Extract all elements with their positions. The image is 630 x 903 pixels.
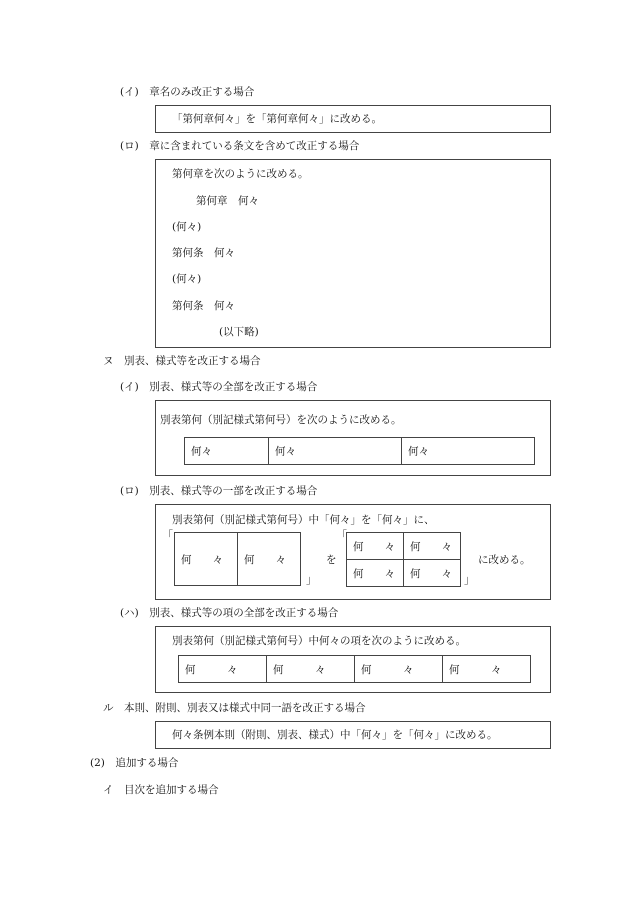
box-ru <box>155 721 551 749</box>
heading-nu-i: (イ) 別表、様式等の全部を改正する場合 <box>120 381 318 393</box>
box-i <box>155 105 551 133</box>
box-nu-ha <box>155 626 551 693</box>
table-cell: 何 々 <box>403 559 461 587</box>
table-cell: 何 々 <box>403 532 461 560</box>
heading-ro: (ロ) 章に含まれている条文を含めて改正する場合 <box>120 140 360 152</box>
table-cell: 何 々 <box>178 655 267 683</box>
box-i-text: 「第何章何々」を「第何章何々」に改める。 <box>172 113 382 125</box>
heading-nu: ヌ 別表、様式等を改正する場合 <box>103 355 261 367</box>
box-nu-i <box>155 400 551 476</box>
box-ro-line6: 第何条 何々 <box>172 300 235 312</box>
table-cell: 何 々 <box>346 559 404 587</box>
table-cell: 何 々 <box>346 532 404 560</box>
heading-ru: ル 本則、附則、別表又は様式中同一語を改正する場合 <box>103 702 366 714</box>
box-ro <box>155 159 551 348</box>
box-nu-i-text: 別表第何（別記様式第何号）を次のように改める。 <box>160 414 402 426</box>
table-cell: 何 々 <box>174 532 238 586</box>
table-cell: 何 々 <box>442 655 531 683</box>
table-cell: 何 々 <box>237 532 301 586</box>
close-bracket-right: 」 <box>464 573 475 586</box>
heading-i: (イ) 章名のみ改正する場合 <box>120 86 255 98</box>
heading-a: イ 目次を追加する場合 <box>103 784 219 796</box>
heading-nu-ro: (ロ) 別表、様式等の一部を改正する場合 <box>120 485 318 497</box>
table-cell: 何 々 <box>354 655 443 683</box>
open-bracket-right: 「 <box>336 529 347 542</box>
heading-nu-ha: (ハ) 別表、様式等の項の全部を改正する場合 <box>120 607 339 619</box>
box-ro-line4: 第何条 何々 <box>172 247 235 259</box>
table-cell: 何 々 <box>266 655 355 683</box>
particle-wo: を <box>326 554 337 566</box>
box-ru-text: 何々条例本則（附則、別表、様式）中「何々」を「何々」に改める。 <box>172 729 498 741</box>
heading-section-2: (2) 追加する場合 <box>90 757 179 769</box>
box-ro-line2: 第何章 何々 <box>196 195 259 207</box>
open-bracket-left: 「 <box>162 529 173 542</box>
table-cell: 何々 <box>401 437 535 465</box>
box-nu-ro <box>155 504 551 600</box>
table-cell: 何々 <box>184 437 269 465</box>
box-ro-line3: (何々) <box>172 221 202 233</box>
close-bracket-left: 」 <box>306 573 317 586</box>
box-ro-line1: 第何章を次のように改める。 <box>172 168 309 180</box>
box-nu-ha-text: 別表第何（別記様式第何号）中何々の項を次のように改める。 <box>172 635 466 647</box>
box-nu-ro-tail: に改める。 <box>478 554 531 566</box>
box-ro-line7: (以下略) <box>219 326 259 338</box>
box-nu-ro-text: 別表第何（別記様式第何号）中「何々」を「何々」に、 <box>172 514 435 526</box>
table-cell: 何々 <box>268 437 402 465</box>
box-ro-line5: (何々) <box>172 273 202 285</box>
